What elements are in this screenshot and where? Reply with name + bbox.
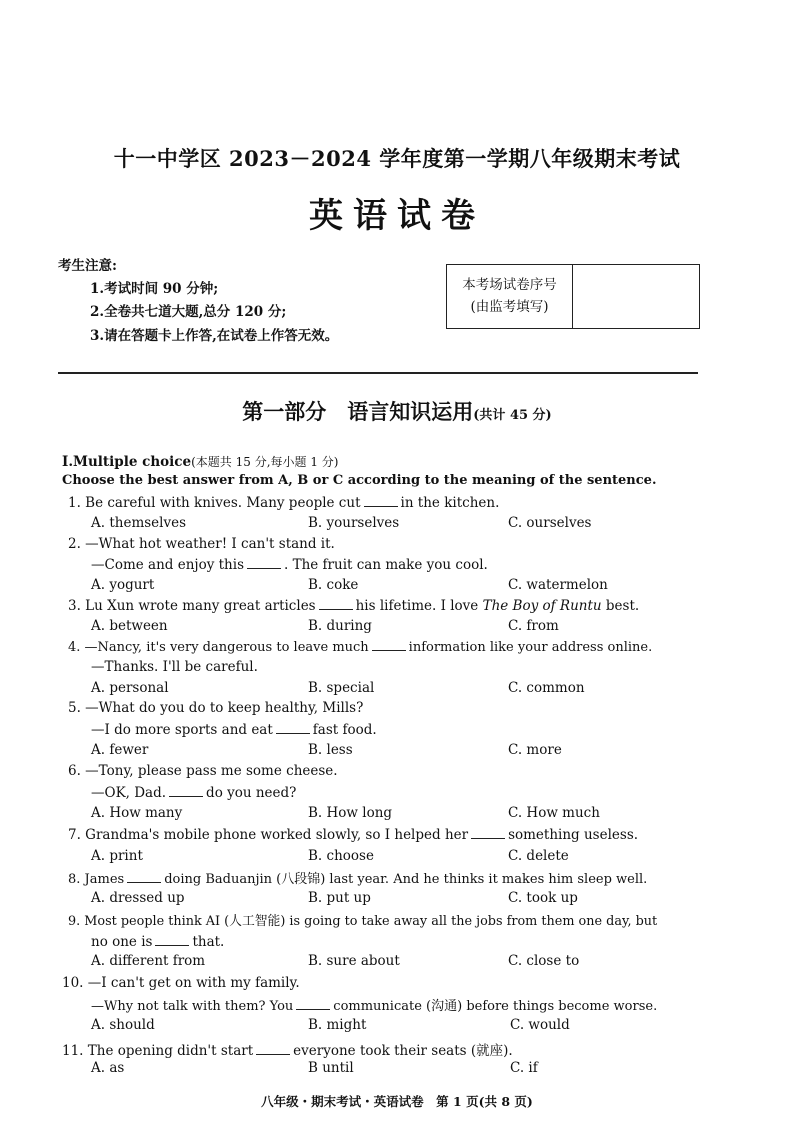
- option-c: C. took up: [508, 890, 578, 906]
- option-a: A. themselves: [91, 515, 187, 531]
- answer-blank: [319, 597, 353, 610]
- part-instruction: Choose the best answer from A, B or C according to the meaning of the sentence.: [62, 473, 657, 488]
- exam-title: 十一中学区 2023－2024 学年度第一学期八年级期末考试: [113, 146, 681, 171]
- part-heading: [62, 453, 338, 470]
- question-9-line2: no one is that.: [91, 934, 225, 950]
- option-c: C. common: [508, 680, 585, 696]
- answer-blank: [276, 721, 310, 734]
- option-c: C. from: [508, 618, 559, 634]
- answer-blank: [256, 1042, 290, 1055]
- exam-subject-title: 英语试卷: [309, 196, 485, 236]
- seat-number-label: [447, 265, 573, 328]
- option-a: A. yogurt: [91, 577, 155, 593]
- option-c: C. close to: [508, 953, 580, 969]
- answer-blank: [364, 494, 398, 507]
- answer-blank: [296, 997, 330, 1010]
- question-2-line2: —Come and enjoy this . The fruit can make you cool.: [91, 557, 488, 573]
- seat-number-box: [446, 264, 700, 329]
- section-title: [0, 396, 794, 426]
- option-c: C. watermelon: [508, 577, 608, 593]
- option-c: C. if: [510, 1060, 538, 1076]
- option-c: C. delete: [508, 848, 569, 864]
- question-6-line2: —OK, Dad. do you need?: [91, 785, 297, 801]
- option-c: C. would: [510, 1017, 570, 1033]
- option-b: B. might: [308, 1017, 367, 1033]
- option-b: B. choose: [308, 848, 374, 864]
- notice-item: 3.请在答题卡上作答,在试卷上作答无效。: [90, 328, 339, 344]
- question-7: 7. Grandma's mobile phone worked slowly, so I helped her something useless.: [68, 827, 639, 843]
- question-2: 2. —What hot weather! I can't stand it.: [68, 536, 335, 552]
- option-a: A. personal: [91, 680, 169, 696]
- seat-label-line2: (由监考填写): [470, 299, 549, 315]
- question-5: 5. —What do you do to keep healthy, Mills?: [68, 700, 364, 716]
- question-10-line2: —Why not talk with them? You communicate (沟通) before things become worse.: [91, 999, 658, 1014]
- question-1: 1. Be careful with knives. Many people cut in the kitchen.: [68, 495, 500, 511]
- question-5-line2: —I do more sports and eat fast food.: [91, 722, 377, 738]
- part-heading-text: Ⅰ.Multiple choice: [62, 454, 192, 470]
- notice-item: 1.考试时间 90 分钟;: [90, 281, 219, 297]
- answer-blank: [247, 556, 281, 569]
- answer-blank: [372, 638, 406, 651]
- option-c: C. ourselves: [508, 515, 592, 531]
- option-a: A. dressed up: [91, 890, 185, 906]
- page-footer: 八年级・期末考试・英语试卷 第 1 页(共 8 页): [261, 1094, 533, 1109]
- question-3: 3. Lu Xun wrote many great articles his lifetime. I love The Boy of Runtu best.: [68, 598, 640, 614]
- option-b: B. special: [308, 680, 375, 696]
- option-a: A. How many: [91, 805, 183, 821]
- question-8: 8. James doing Baduanjin (八段锦) last year. And he thinks it makes him sleep well.: [68, 872, 648, 887]
- question-10: 10. —I can't get on with my family.: [62, 975, 300, 991]
- option-b: B. less: [308, 742, 353, 758]
- question-9: 9. Most people think AI (人工智能) is going to take away all the jobs from them one day, but: [68, 914, 658, 929]
- option-a: A. fewer: [91, 742, 149, 758]
- answer-blank: [155, 933, 189, 946]
- option-c: C. How much: [508, 805, 600, 821]
- option-a: A. between: [91, 618, 168, 634]
- divider: [58, 372, 698, 374]
- option-b: B. coke: [308, 577, 359, 593]
- question-4-line2: —Thanks. I'll be careful.: [91, 659, 258, 675]
- option-a: A. different from: [91, 953, 206, 969]
- section-title-text: 第一部分 语言知识运用: [242, 399, 474, 424]
- section-score: (共计 45 分): [473, 408, 552, 423]
- option-a: A. print: [91, 848, 143, 864]
- notice-item: 2.全卷共七道大题,总分 120 分;: [90, 304, 287, 320]
- option-a: A. as: [91, 1060, 125, 1076]
- part-heading-note: (本题共 15 分,每小题 1 分): [191, 455, 339, 469]
- seat-number-field[interactable]: [573, 265, 699, 328]
- seat-label-line1: 本考场试卷序号: [462, 277, 557, 293]
- option-c: C. more: [508, 742, 562, 758]
- question-6: 6. —Tony, please pass me some cheese.: [68, 763, 338, 779]
- question-4: 4. —Nancy, it's very dangerous to leave much information like your address online.: [68, 640, 653, 655]
- option-b: B. How long: [308, 805, 393, 821]
- answer-blank: [169, 784, 203, 797]
- answer-blank: [471, 826, 505, 839]
- notice-heading: 考生注意:: [58, 258, 117, 274]
- option-b: B until: [308, 1060, 354, 1076]
- option-b: B. put up: [308, 890, 371, 906]
- option-b: B. during: [308, 618, 372, 634]
- answer-blank: [127, 870, 161, 883]
- option-b: B. sure about: [308, 953, 400, 969]
- option-a: A. should: [91, 1017, 155, 1033]
- question-11: 11. The opening didn't start everyone took their seats (就座).: [62, 1043, 513, 1059]
- option-b: B. yourselves: [308, 515, 400, 531]
